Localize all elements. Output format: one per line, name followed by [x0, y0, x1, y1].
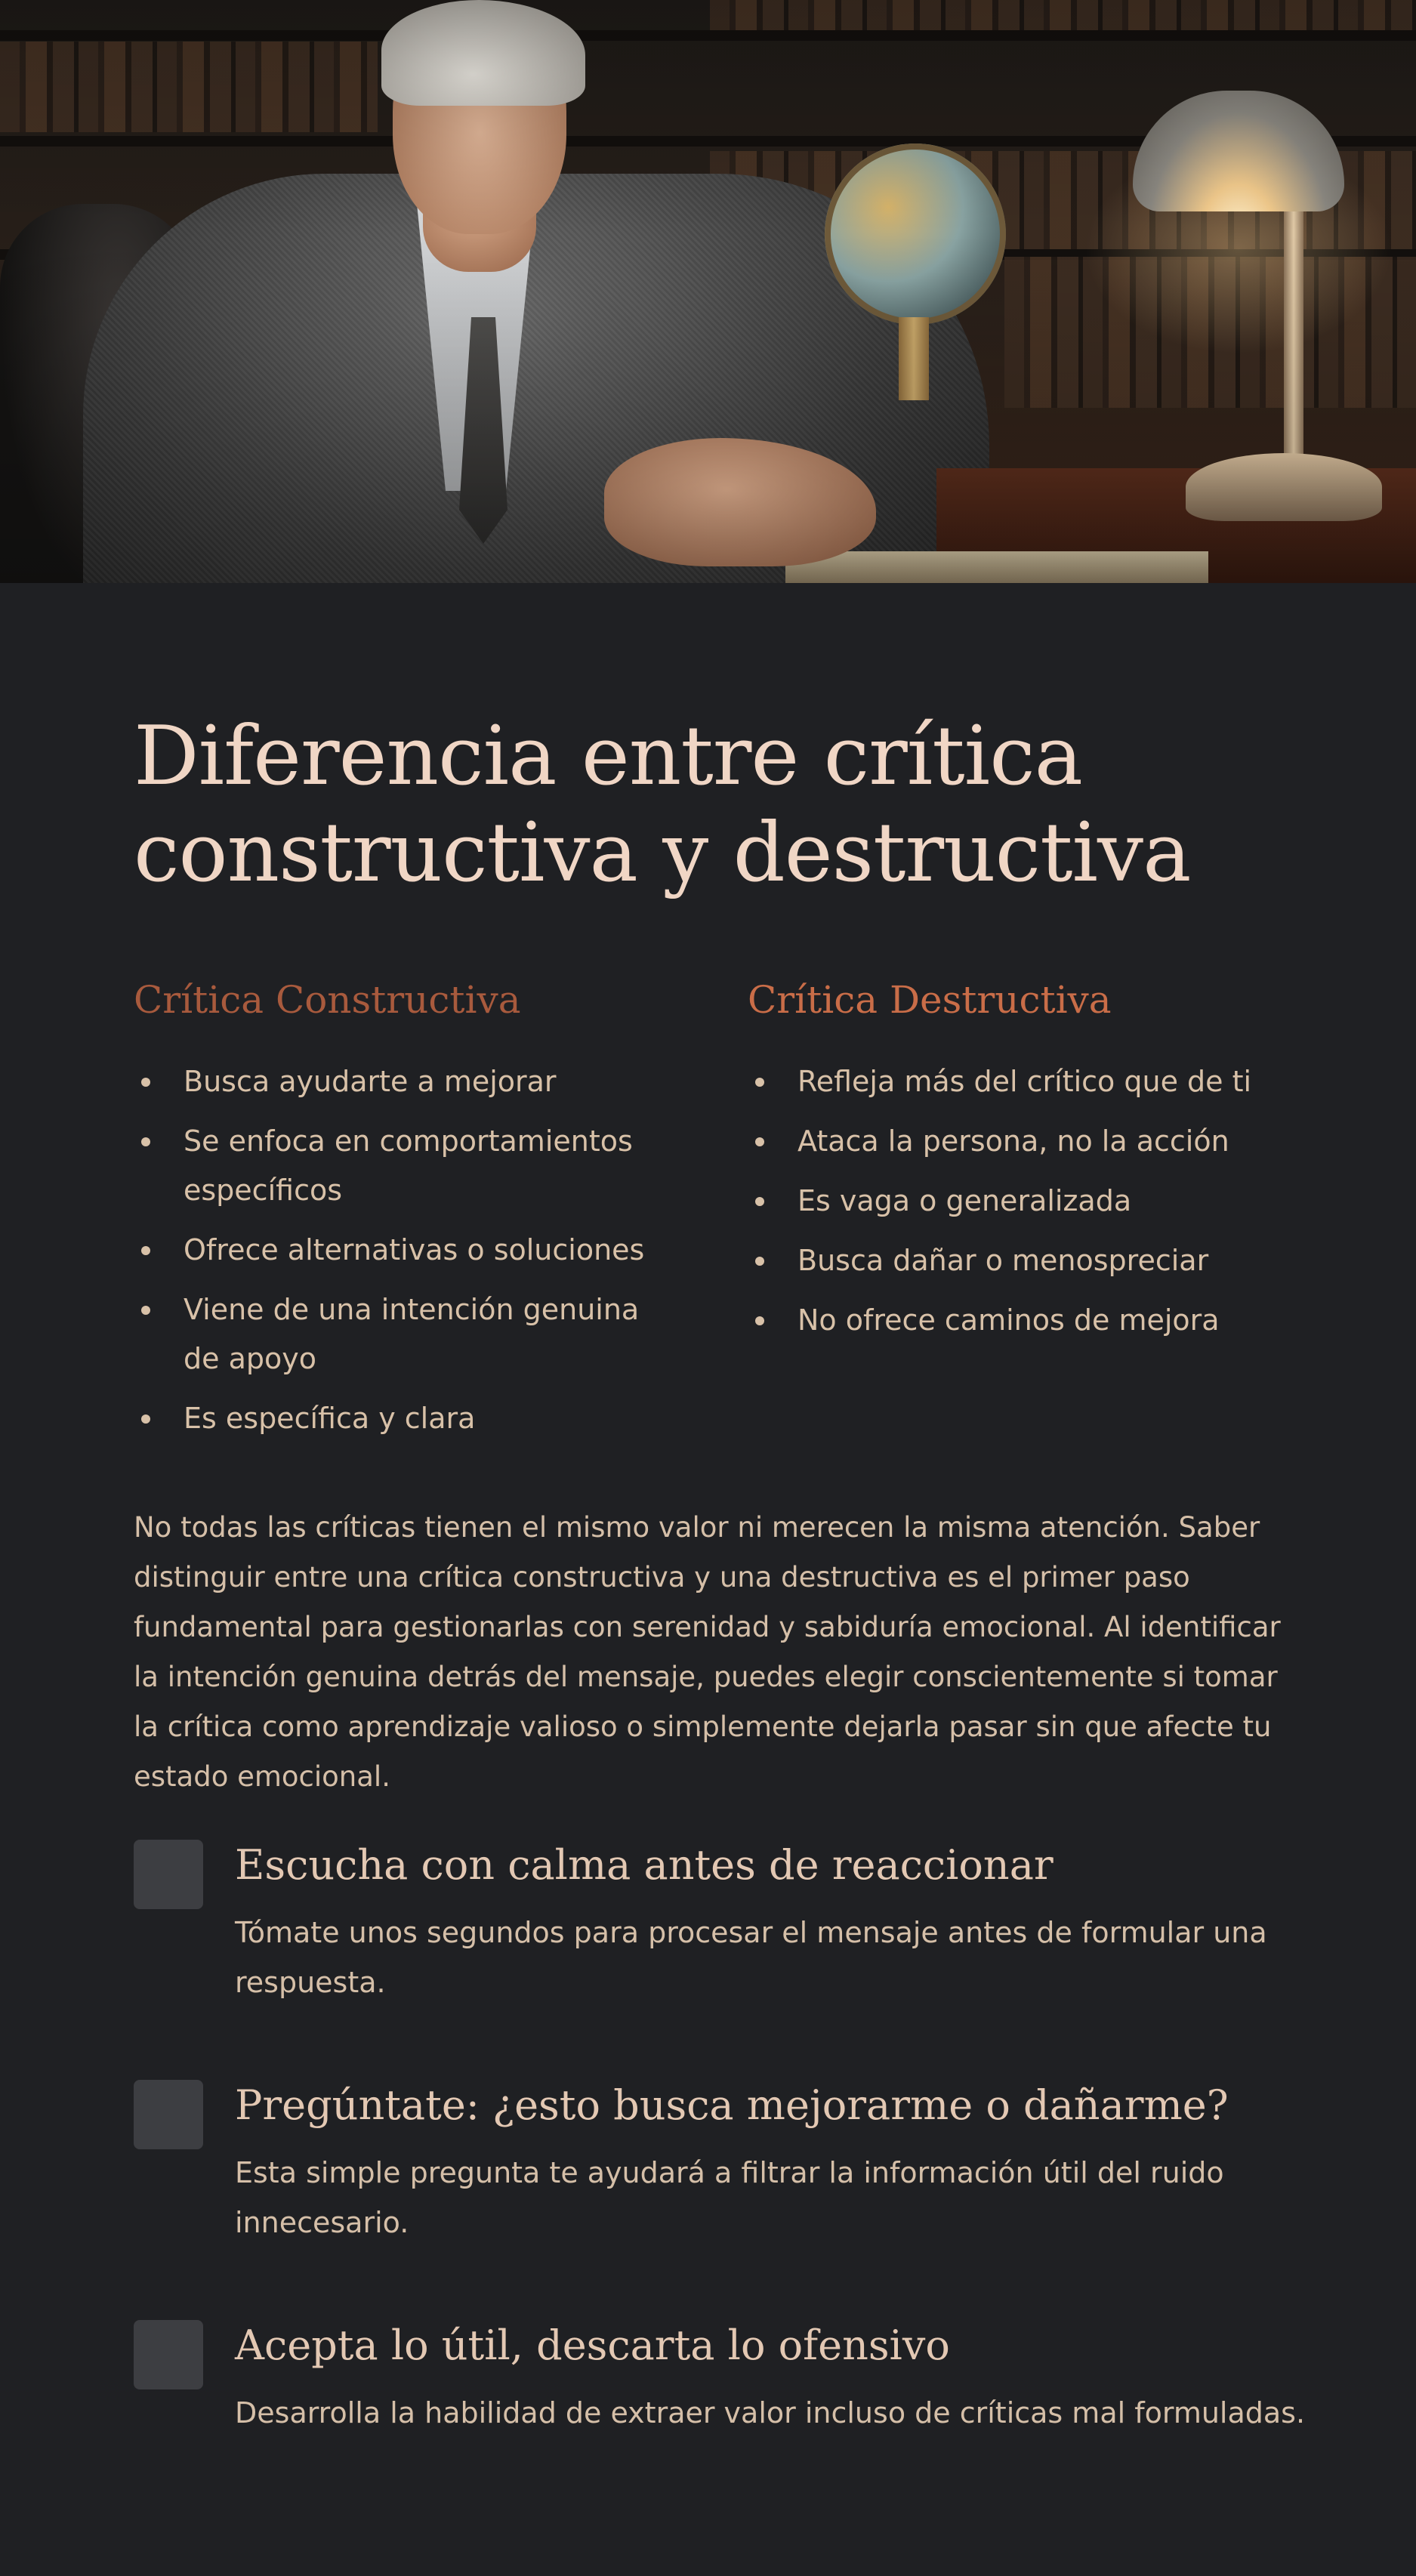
list-item: Busca dañar o menospreciar — [748, 1236, 1291, 1285]
tip-item — [134, 2315, 1312, 2438]
list-item: Ofrece alternativas o soluciones — [134, 1226, 677, 1275]
intro-paragraph: No todas las críticas tienen el mismo valor ni merecen la misma atención. Saber distinguir entre una crítica constructiva y una destructiva es el primer paso fundamental para gestionarlas con serenidad y sabiduría emocional. Al identificar la intención genuina detrás del mensaje, puedes elegir conscientemente si tomar la crítica como aprendizaje valioso o simplemente dejarla pasar sin que afecte tu estado emocional. — [134, 1511, 1281, 1793]
list-item: Busca ayudarte a mejorar — [134, 1057, 677, 1106]
list-item: Ataca la persona, no la acción — [748, 1117, 1291, 1166]
destructive-list — [748, 1057, 1291, 1345]
list-item: Es específica y clara — [134, 1394, 677, 1443]
tip-text: Desarrolla la habilidad de extraer valor incluso de críticas mal formuladas. — [235, 2396, 1306, 2429]
tip-title: Pregúntate: ¿esto busca mejorarme o dañarme? — [235, 2081, 1229, 2129]
destructive-column — [748, 974, 1291, 1356]
constructive-heading: Crítica Constructiva — [134, 978, 521, 1022]
list-item: Viene de una intención genuina de apoyo — [134, 1285, 677, 1384]
tip-item — [134, 1835, 1312, 2007]
list-item: No ofrece caminos de mejora — [748, 1296, 1291, 1345]
tip-square-icon — [134, 1840, 203, 1909]
tip-square-icon — [134, 2080, 203, 2149]
list-item: Se enfoca en comportamientos específicos — [134, 1117, 677, 1215]
tip-text: Esta simple pregunta te ayudará a filtrar la información útil del ruido innecesario. — [235, 2156, 1224, 2239]
tip-title: Escucha con calma antes de reaccionar — [235, 1841, 1054, 1889]
page-title: Diferencia entre crítica constructiva y destructiva — [134, 709, 1191, 900]
tip-title: Acepta lo útil, descarta lo ofensivo — [235, 2321, 950, 2369]
constructive-column — [134, 974, 677, 1454]
list-item: Es vaga o generalizada — [748, 1177, 1291, 1226]
list-item: Refleja más del crítico que de ti — [748, 1057, 1291, 1106]
tip-item — [134, 2075, 1312, 2247]
constructive-list — [134, 1057, 677, 1443]
destructive-heading: Crítica Destructiva — [748, 978, 1112, 1022]
hero-image — [0, 0, 1416, 583]
tip-square-icon — [134, 2320, 203, 2389]
tip-text: Tómate unos segundos para procesar el mensaje antes de formular una respuesta. — [235, 1916, 1267, 1999]
